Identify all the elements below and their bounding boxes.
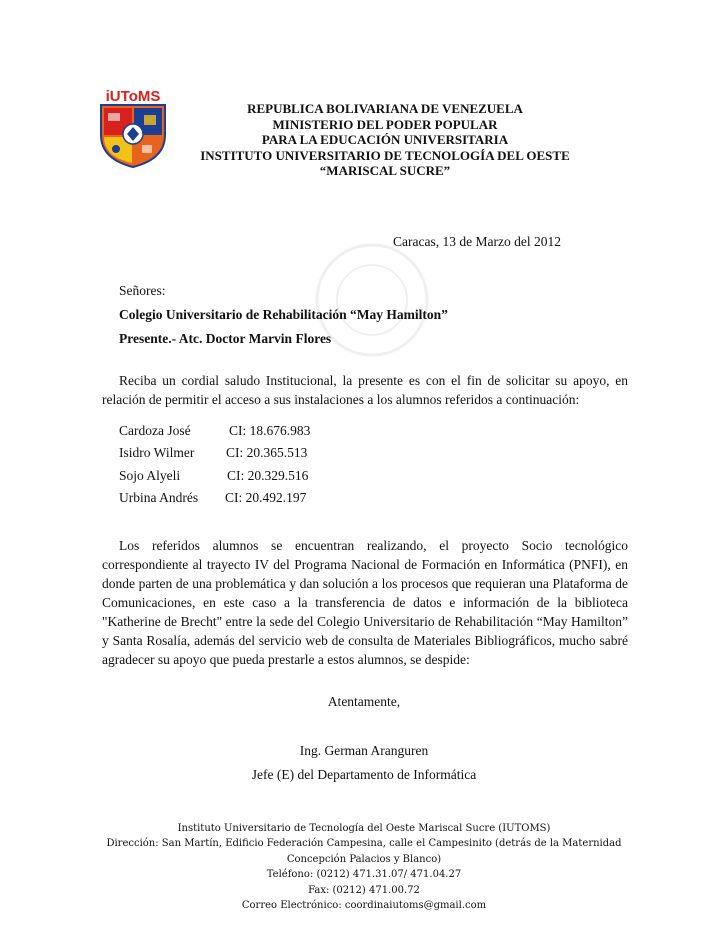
recipient-institution: Colegio Universitario de Rehabilitación “May Hamilton” [119, 307, 448, 322]
student-ci: CI: 20.365.513 [226, 445, 308, 460]
student-name: Sojo Alyeli [119, 468, 181, 483]
body-paragraph: Los referidos alumnos se encuentran realizando, el proyecto Socio tecnológico correspondiente al trayecto IV del Programa Nacional de Formación en Informática (PNFI), en donde parten de una problemática y dan solución a los procesos que requieran una Plataforma de Comunicaciones, en este caso a la transferencia de datos e información de la biblioteca "Katherine de Brecht" entre la sede del Colegio Universitario de Rehabilitación “May Hamilton” y Santa Rosalía, además del servicio web de consulta de Materiales Bibliográficos, mucho sabré agradecer su apoyo que pueda prestarle a estos alumnos, se despide: [102, 538, 628, 667]
signature-name: Ing. German Aranguren [299, 743, 429, 758]
footer-line-2: Dirección: San Martín, Edificio Federación Campesina, calle el Campesinito (detrás de la Maternidad [106, 838, 622, 850]
header-line-5: “MARISCAL SUCRE” [319, 163, 451, 179]
footer-line-1: Instituto Universitario de Tecnología del Oeste Mariscal Sucre (IUTOMS) [177, 823, 551, 834]
letter-date: Caracas, 13 de Marzo del 2012 [393, 234, 561, 249]
letter-footer [100, 821, 628, 913]
footer-line-3: Concepción Palacios y Blanco) [286, 853, 442, 865]
footer-line-5: Fax: (0212) 471.00.72 [308, 884, 420, 896]
signature-title: Jefe (E) del Departamento de Informática [251, 767, 477, 782]
recipient-attention: Presente.- Atc. Doctor Marvin Flores [119, 331, 332, 346]
closing: Atentamente, [327, 694, 401, 709]
student-ci: CI: 18.676.983 [229, 423, 311, 438]
logo-text: iUToMS [105, 88, 161, 105]
header-line-2: MINISTERIO DEL PODER POPULAR [272, 116, 498, 132]
student-name: Urbina Andrés [119, 490, 199, 505]
footer-line-4: Teléfono: (0212) 471.31.07/ 471.04.27 [266, 869, 462, 881]
footer-line-6: Correo Electrónico: coordinaiutoms@gmail.com [241, 900, 487, 912]
letterhead [150, 101, 620, 179]
header-line-4: INSTITUTO UNIVERSITARIO DE TECNOLOGÍA DEL OESTE [200, 147, 570, 163]
student-name: Cardoza José [119, 423, 191, 438]
header-line-3: PARA LA EDUCACIÓN UNIVERSITARIA [261, 132, 509, 148]
student-ci: CI: 20.492.197 [225, 490, 307, 505]
intro-paragraph: Reciba un cordial saludo Institucional, la presente es con el fin de solicitar su apoyo, en relación de permitir el acceso a sus instalaciones a los alumnos referidos a continuación: [102, 373, 628, 407]
salutation: Señores: [119, 283, 166, 298]
student-name: Isidro Wilmer [119, 445, 195, 460]
header-line-1: REPUBLICA BOLIVARIANA DE VENEZUELA [247, 101, 523, 116]
student-ci: CI: 20.329.516 [227, 468, 309, 483]
